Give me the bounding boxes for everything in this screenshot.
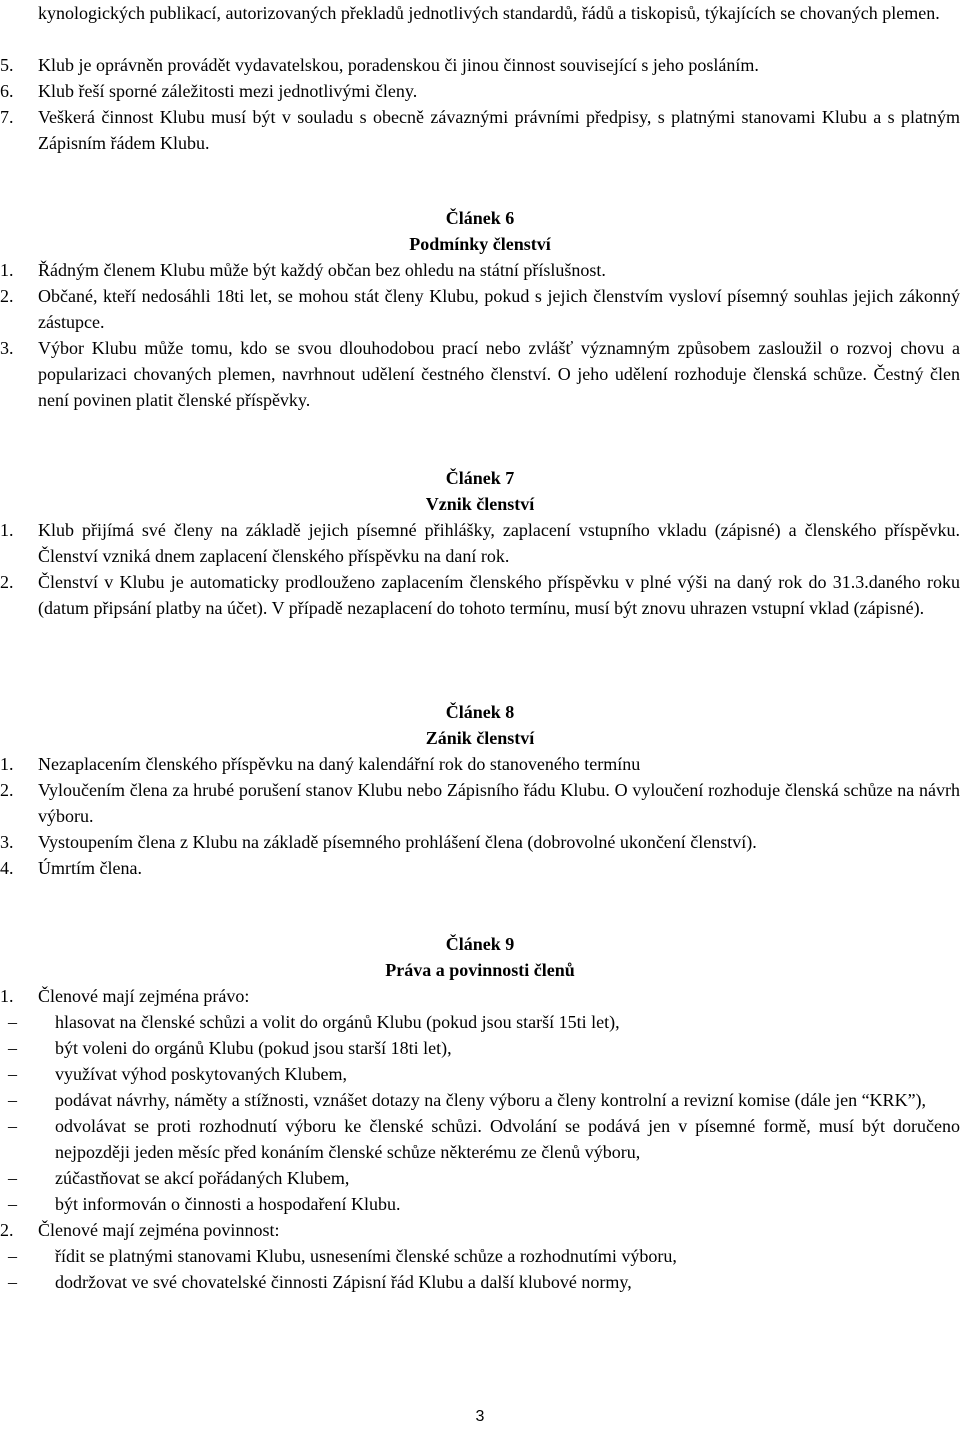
article-7 (0, 465, 960, 621)
list-item (0, 52, 960, 78)
article-subtitle: Podmínky členství (409, 234, 551, 254)
item-number: 1. (0, 260, 14, 280)
article-title: Článek 8 (445, 702, 515, 722)
item-number: 3. (0, 832, 14, 852)
article-8 (0, 699, 960, 881)
bullet-text: hlasovat na členské schůzi a volit do orgánů Klubu (pokud jsou starší 15ti let), (55, 1012, 620, 1032)
article-title: Článek 6 (445, 208, 515, 228)
page-number: 3 (475, 1408, 485, 1425)
article-title: Článek 9 (445, 934, 515, 954)
item-number: 2. (0, 286, 14, 306)
dash-icon: – (8, 1272, 17, 1292)
list-item (0, 569, 960, 621)
item-number: 3. (0, 338, 14, 358)
item-text: Veškerá činnost Klubu musí být v souladu s obecně závaznými právními předpisy, s platnými stanovami Klubu a s platným Zápisním řádem Klubu. (38, 107, 960, 153)
item-number: 4. (0, 858, 14, 878)
item-text: Nezaplacením členského příspěvku na daný kalendářní rok do stanoveného termínu (38, 754, 641, 774)
article-subtitle: Práva a povinnosti členů (385, 960, 575, 980)
bullet-text: dodržovat ve své chovatelské činnosti Zápisní řád Klubu a další klubové normy, (55, 1272, 632, 1292)
bullet-item (0, 1061, 960, 1087)
item-text: Klub je oprávněn provádět vydavatelskou, poradenskou či jinou činnost související s jeho posláním. (38, 55, 759, 75)
item-text: Klub řeší sporné záležitosti mezi jednotlivými členy. (38, 81, 418, 101)
continuation-text (38, 0, 960, 26)
item-text: Úmrtím člena. (38, 858, 142, 878)
article-subtitle: Zánik členství (425, 728, 535, 748)
item-number: 1. (0, 986, 14, 1006)
bullet-text: zúčastňovat se akcí pořádaných Klubem, (55, 1168, 350, 1188)
bullet-item (0, 1009, 960, 1035)
bullet-text: být voleni do orgánů Klubu (pokud jsou starší 18ti let), (55, 1038, 452, 1058)
item-number: 2. (0, 572, 14, 592)
bullet-text: odvolávat se proti rozhodnutí výboru ke členské schůzi. Odvolání se podává jen v písemné formě, musí být doručeno nejpozději jeden měsíc před konáním členské schůze některému ze členů výboru, (55, 1116, 960, 1162)
dash-icon: – (8, 1168, 17, 1188)
dash-icon: – (8, 1012, 17, 1032)
bullet-text: být informován o činnosti a hospodaření Klubu. (55, 1194, 401, 1214)
list-item (0, 983, 960, 1009)
item-text: Občané, kteří nedosáhli 18ti let, se mohou stát členy Klubu, pokud s jejich členstvím vysloví písemný souhlas jejich zákonný zástupce. (38, 286, 960, 332)
top-list (0, 52, 960, 156)
bullet-text: řídit se platnými stanovami Klubu, usneseními členské schůze a rozhodnutími výboru, (55, 1246, 677, 1266)
list-item (0, 1217, 960, 1243)
list-item (0, 829, 960, 855)
bullet-item (0, 1191, 960, 1217)
item-text: Klub přijímá své členy na základě jejich písemné přihlášky, zaplacení vstupního vkladu (zápisné) a členského příspěvku. Členství vzniká dnem zaplacení členského příspěvku na daní rok. (38, 520, 960, 566)
list-item (0, 335, 960, 413)
item-text: Řádným členem Klubu může být každý občan bez ohledu na státní příslušnost. (38, 260, 606, 280)
list-item (0, 78, 960, 104)
list-item (0, 751, 960, 777)
item-text: Členové mají zejména povinnost: (38, 1220, 280, 1240)
list-item (0, 517, 960, 569)
bullet-text: využívat výhod poskytovaných Klubem, (55, 1064, 347, 1084)
dash-icon: – (8, 1246, 17, 1266)
bullet-item (0, 1087, 960, 1113)
item-text: Vyloučením člena za hrubé porušení stanov Klubu nebo Zápisního řádu Klubu. O vyloučení rozhoduje členská schůze na návrh výboru. (38, 780, 960, 826)
list-item (0, 855, 960, 881)
list-item (0, 283, 960, 335)
item-number: 2. (0, 1220, 14, 1240)
item-text: Výbor Klubu může tomu, kdo se svou dlouhodobou prací nebo zvlášť významným způsobem zasloužil o rozvoj chovu a popularizaci chovaných plemen, navrhnout udělení čestného členství. O jeho udělení rozhoduje členská schůze. Čestný člen není povinen platit členské příspěvky. (38, 338, 960, 410)
item-text: Členové mají zejména právo: (38, 986, 250, 1006)
article-6 (0, 205, 960, 413)
list-item (0, 257, 960, 283)
article-title: Článek 7 (445, 468, 515, 488)
dash-icon: – (8, 1090, 17, 1110)
item-number: 1. (0, 754, 14, 774)
bullet-item (0, 1165, 960, 1191)
bullet-item (0, 1269, 960, 1295)
dash-icon: – (8, 1038, 17, 1058)
list-item (0, 104, 960, 156)
item-text: Členství v Klubu je automaticky prodlouženo zaplacením členského příspěvku v plné výši na daný rok do 31.3.daného roku (datum připsání platby na účet). V případě nezaplacení do tohoto termínu, musí být znovu uhrazen vstupní vklad (zápisné). (38, 572, 960, 618)
bullet-text: podávat návrhy, náměty a stížnosti, vznášet dotazy na členy výboru a členy kontrolní a revizní komise (dále jen “KRK”), (55, 1090, 927, 1110)
item-text: Vystoupením člena z Klubu na základě písemného prohlášení člena (dobrovolné ukončení členství). (38, 832, 757, 852)
dash-icon: – (8, 1116, 17, 1136)
bullet-item (0, 1035, 960, 1061)
item-number: 1. (0, 520, 14, 540)
article-subtitle: Vznik členství (425, 494, 535, 514)
bullet-item (0, 1113, 960, 1165)
dash-icon: – (8, 1194, 17, 1214)
paragraph: kynologických publikací, autorizovaných překladů jednotlivých standardů, řádů a tiskopisů, týkajících se chovaných plemen. (38, 3, 940, 23)
item-number: 7. (0, 107, 14, 127)
bullet-item (0, 1243, 960, 1269)
item-number: 2. (0, 780, 14, 800)
dash-icon: – (8, 1064, 17, 1084)
article-9 (0, 931, 960, 1295)
item-number: 5. (0, 55, 14, 75)
list-item (0, 777, 960, 829)
item-number: 6. (0, 81, 14, 101)
